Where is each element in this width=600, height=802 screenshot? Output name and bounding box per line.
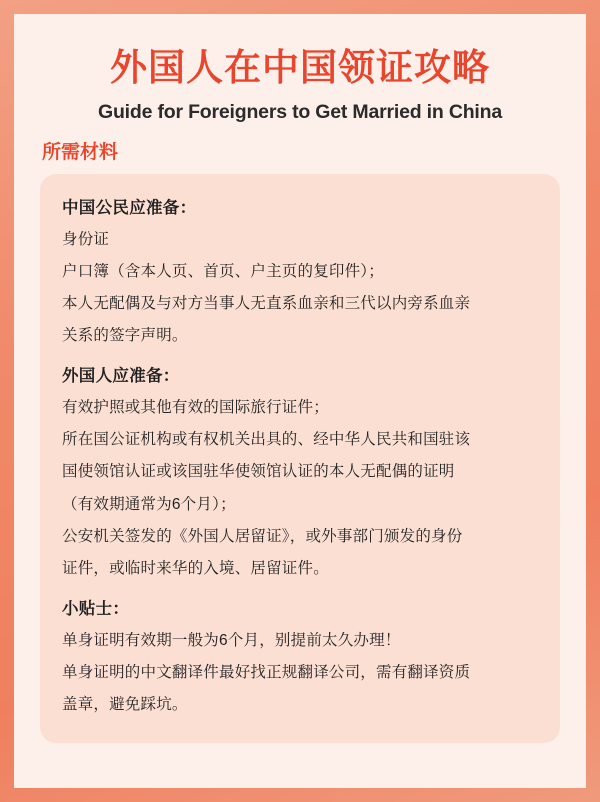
list-item: 户口簿（含本人页、首页、户主页的复印件）； xyxy=(62,262,384,280)
list-item: 单身证明有效期一般为6个月，别提前太久办理！ xyxy=(62,631,401,649)
list-item: （有效期通常为6个月）； xyxy=(62,495,236,513)
list-item: 关系的签字声明。 xyxy=(62,327,188,345)
list-item: 有效护照或其他有效的国际旅行证件； xyxy=(62,399,329,417)
page-title: 外国人在中国领证攻略 xyxy=(110,47,490,88)
list-item: 盖章，避免踩坑。 xyxy=(62,696,188,714)
list-item: 证件，或临时来华的入境、居留证件。 xyxy=(62,559,329,577)
list-item: 身份证 xyxy=(62,230,110,248)
poster-inner-panel xyxy=(14,14,586,788)
page-subtitle: Guide for Foreigners to Get Married in China xyxy=(98,101,502,124)
section-label-required-materials: 所需材料 xyxy=(42,141,119,163)
materials-card xyxy=(40,174,560,743)
block-heading-tips: 小贴士： xyxy=(62,599,130,618)
list-item: 本人无配偶及与对方当事人无直系血亲和三代以内旁系血亲 xyxy=(62,294,471,312)
block-heading-foreigner: 外国人应准备： xyxy=(62,367,180,386)
list-item: 公安机关签发的《外国人居留证》，或外事部门颁发的身份 xyxy=(62,527,463,545)
list-item: 单身证明的中文翻译件最好找正规翻译公司，需有翻译资质 xyxy=(62,663,471,681)
list-item: 所在国公证机构或有权机关出具的、经中华人民共和国驻该 xyxy=(62,431,471,449)
list-item: 国使领馆认证或该国驻华使领馆认证的本人无配偶的证明 xyxy=(62,463,455,481)
block-heading-chinese-citizen: 中国公民应准备： xyxy=(62,198,197,217)
